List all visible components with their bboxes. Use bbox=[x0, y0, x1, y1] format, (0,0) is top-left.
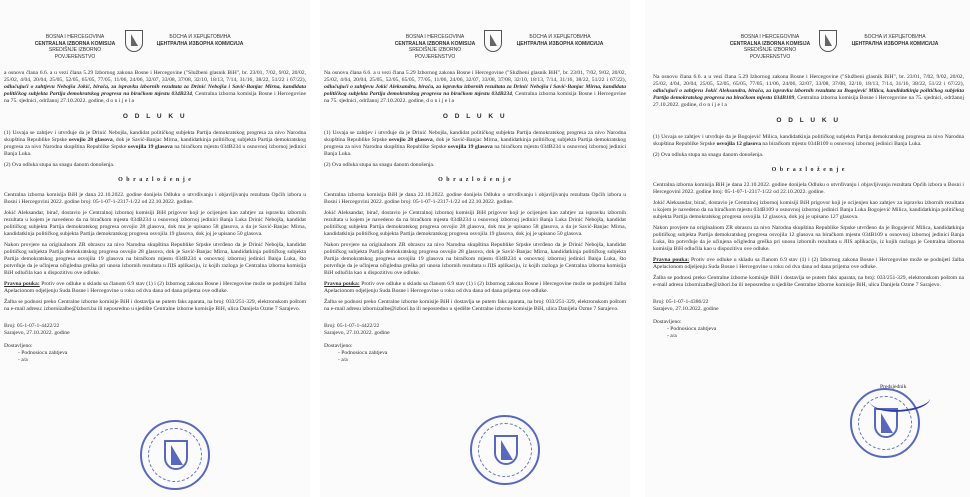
header-commission-cyrillic: ЦЕНТРАЛНА ИЗБОРНА КОМИСИЈА bbox=[851, 40, 939, 47]
intro-paragraph: a osnovu člana 6.6. a u vezi člana 5.29 Izbornog zakona Bosne i Hercegovine ("Službeni glasnik BiH", br. 23/01, 7/02, 9/02, 20/02, 25/02, 4/04, 20/04, 25/05, 52/05, 65/05, 77/05, 11/06, 24/06, 32/07, 33/08, 37/08, 32/10, 18/13, 7/14, 31/16, 38/22, 51/22 i 67/22), odlučujući o zahtjevu Nebojša Jokić, birača, za ispravku izbornih rezultata za Drinić Nebojša i Savić-Banjac Mirna, kandidata političkog subjekta Partija demokratskog progresa na biračkom mjestu 034B234, Centralna izborna komisija Bosne i Hercegovine na 75. sjednici, održanoj 27.10.2022. godine, d o n i j e l a bbox=[4, 70, 306, 104]
delivered-label: Dostavljeno: bbox=[324, 343, 353, 349]
delivered-label: Dostavljeno: bbox=[653, 319, 682, 325]
official-seal-icon bbox=[470, 415, 540, 485]
reasoning-paragraph-3: Nakon provjere na originalnom ZR obrascu za nivo Narodna skupština Republike Srpske utvrđeno da je Bogojević Milica, kandidatkinja političkog subjekta Partija demokratskog progresa osvojila 12 glasova na biračkom mjestu 034B109 u osnovnoj izbornoj jedinici Banja Luka, što potvrđuje da je učinjena očigledna greška pri unosu izbornih rezultata u JIIS aplikaciju, iz kojih razloga je Centralna izborna komisija BiH odlučila kao u dispozitivu ove odluke. bbox=[653, 225, 964, 252]
header-country: BOSNA I HERCEGOVINA bbox=[405, 34, 465, 40]
document-body bbox=[653, 74, 964, 340]
document-place-date: Sarajevo, 27.10.2022. godine bbox=[4, 330, 70, 336]
legal-notice: Pravna pouka: Protiv ove odluke u skladu sa članom 6.9 stav (1) i (2) Izbornog zakona Bosne i Hercegovine može se podnijeti žalba Apelacionom odjeljenju Suda Bosne i Hercegovine u roku od dva dana od dana prijema ove odluke. bbox=[653, 257, 964, 270]
document-number: Broj: 05-1-07-1-4422/22 bbox=[324, 323, 380, 329]
reasoning-paragraph-1: Centralna izborna komisija BiH je dana 22.10.2022. godine donijela Odluku o utvrđivanju i objavljivanju rezultata Općih izbora u Bosni i Hercegovini 2022. godine broj: 05-1-07-1-2317-1/22 od 22.10.2022. godine. bbox=[324, 192, 626, 205]
signature-label: Predsjednik bbox=[880, 384, 907, 390]
reasoning-title: O b r a z l o ž e n j e bbox=[771, 167, 846, 173]
reasoning-paragraph-2: Jokić Aleksandar, birač, dostavio je Centralnoj izbornoj komisiji BiH prigovor koji je ocijenjen kao zahtjev za ispravku izbornih rezultata u kojem je navedeno da na biračkom mjestu 034B234 u osnovnoj izbornoj jedinici Banja Luka Drinić Nebojša, kandidat političkog subjekta Partija demokratskog progresa osvojio 28 glasova, dok mu je upisano 58 glasova, a da je Savić-Banjac Mirna, kandidatkinja političkog subjekta Partija demokratskog progresa osvojila 19 glasova, dok joj je upisano 50 glasova. bbox=[4, 210, 306, 237]
decision-item-1: (1) Usvaja se zahtjev i utvrđuje da je Drinić Nebojša, kandidat političkog subjekta Partija demokratskog progresa za nivo Narodna skupština Republike Srpske osvojio 28 glasova, dok je Savić-Banjac Mirna, kandidatkinja političkog subjekta Partija demokratskog progresa za nivo Narodna skupština Republike Srpske osvojila 19 glasova na biračkom mjestu 034B234 u osnovnoj izbornoj jedinici Banja Luka. bbox=[4, 130, 306, 157]
reasoning-paragraph-3: Nakon provjere na originalnom ZR obrascu za nivo Narodna skupština Republike Srpske utvrđeno da je Drinić Nebojša, kandidat političkog subjekta Partija demokratskog progresa osvojio 28 glasova, dok je Savić-Banjac Mirna, kandidatkinja političkog subjekta Partija demokratskog progresa osvojila 19 glasova na biračkom mjestu 034B234 u osnovnoj izbornoj jedinici Banja Luka, što potvrđuje da je učinjena očigledna greška pri unosu izbornih rezultata u JIIS aplikaciju, iz kojih razloga je Centralna izborna komisija BiH odlučila kao u dispozitivu ove odluke. bbox=[4, 242, 306, 276]
recipient-2: - a/a bbox=[18, 357, 28, 363]
document-meta bbox=[653, 299, 964, 340]
document-place-date: Sarajevo, 27.10.2022. godine bbox=[653, 306, 719, 312]
decision-title: O D L U K U bbox=[122, 113, 188, 120]
coat-of-arms-icon bbox=[125, 30, 143, 52]
recipient-2: - a/a bbox=[338, 357, 348, 363]
document-header bbox=[0, 0, 310, 62]
document-header bbox=[320, 0, 630, 62]
header-country-cyrillic: БОСНА И ХЕРЦЕГОВИНА bbox=[529, 34, 591, 40]
reasoning-title: O b r a z l o ž e n j e bbox=[438, 177, 512, 183]
decision-title: O D L U K U bbox=[442, 113, 508, 120]
header-country: BOSNA I HERCEGOVINA bbox=[45, 34, 105, 40]
page-gap bbox=[630, 0, 645, 497]
header-commission: CENTRALNA IZBORNA KOMISIJA bbox=[729, 40, 811, 47]
legal-notice: Pravna pouka: Protiv ove odluke u skladu sa članom 6.9 stav (1) i (2) Izbornog zakona Bosne i Hercegovine može se podnijeti žalba Apelacionom odjeljenju Suda Bosne i Hercegovine u roku od dva dana od dana prijema ove odluke. bbox=[324, 281, 627, 294]
reasoning-paragraph-1: Centralna izborna komisija BiH je dana 22.10.2022. godine donijela Odluku o utvrđivanju i objavljivanju rezultata Općih izbora u Bosni i Hercegovini 2022. godine broj: 05-1-07-1-2317-1/22 od 22.10.2022. godine. bbox=[653, 182, 964, 195]
header-commission-cyrillic: ЦЕНТРАЛНА ИЗБОРНА КОМИСИЈА bbox=[156, 40, 244, 47]
appeal-instructions: Žalba se podnosi preko Centralne izborne komisije BiH i dostavlja se putem faks aparata, na broj: 033/251-329, elektronskom poštom na e-mail adresu: izbornizalbe@izbori.ba ili neposredno u sjedište Centralne izborne komisije BiH, ulica Danijela Ozme 7 Sarajevo. bbox=[4, 299, 306, 312]
header-commission-hr: SREDIŠNJE IZBORNO POVJERENSTVO bbox=[48, 47, 102, 60]
document-header bbox=[645, 0, 970, 62]
header-left bbox=[725, 34, 815, 60]
document-number: Broj: 05-1-07-1-4386/22 bbox=[653, 299, 709, 305]
recipient-2: - a/a bbox=[667, 333, 677, 339]
coat-of-arms-icon bbox=[484, 30, 502, 52]
header-commission-hr: SREDIŠNJE IZBORNO POVJERENSTVO bbox=[408, 47, 462, 60]
reasoning-paragraph-3: Nakon provjere na originalnom ZR obrascu za nivo Narodna skupština Republike Srpske utvrđeno da je Drinić Nebojša, kandidat političkog subjekta Partija demokratskog progresa osvojio 28 glasova, dok je Savić-Banjac Mirna, kandidatkinja političkog subjekta Partija demokratskog progresa osvojila 19 glasova na biračkom mjestu 034B234 u osnovnoj izbornoj jedinici Banja Luka, što potvrđuje da je učinjena očigledna greška pri unosu izbornih rezultata u JIIS aplikaciju, iz kojih razloga je Centralna izborna komisija BiH odlučila kao u dispozitivu ove odluke. bbox=[324, 242, 626, 276]
document-meta bbox=[4, 323, 306, 364]
decision-document-3 bbox=[645, 0, 970, 497]
header-right bbox=[510, 34, 610, 47]
reasoning-paragraph-1: Centralna izborna komisija BiH je dana 22.10.2022. godine donijela Odluku o utvrđivanju i objavljivanju rezultata Općih izbora u Bosni i Hercegovini 2022. godine broj: 05-1-07-1-2317-1/22 od 22.10.2022. godine. bbox=[4, 192, 306, 205]
document-place-date: Sarajevo, 27.10.2022. godine bbox=[324, 330, 390, 336]
coat-of-arms-icon bbox=[819, 30, 837, 52]
recipient-1: - Podnosiocu zahtjeva bbox=[338, 350, 388, 356]
delivered-label: Dostavljeno: bbox=[4, 343, 33, 349]
reasoning-paragraph-2: Jokić Aleksandar, birač, dostavio je Centralnoj izbornoj komisiji BiH prigovor koji je ocijenjen kao zahtjev za ispravku izbornih rezultata u kojem je navedeno da na biračkom mjestu 034B234 u osnovnoj izbornoj jedinici Banja Luka Drinić Nebojša, kandidat političkog subjekta Partija demokratskog progresa osvojio 28 glasova, dok mu je upisano 58 glasova, a da je Savić-Banjac Mirna, kandidatkinja političkog subjekta Partija demokratskog progresa osvojila 19 glasova, dok joj je upisano 50 glasova. bbox=[324, 210, 626, 237]
decision-item-1: (1) Usvaja se zahtjev i utvrđuje da je Drinić Nebojša, kandidat političkog subjekta Partija demokratskog progresa za nivo Narodna skupština Republike Srpske osvojio 28 glasova, dok je Savić-Banjac Mirna, kandidatkinja političkog subjekta Partija demokratskog progresa za nivo Narodna skupština Republike Srpske osvojila 19 glasova na biračkom mjestu 034B234 u osnovnoj izbornoj jedinici Banja Luka. bbox=[324, 130, 626, 157]
header-country-cyrillic: БОСНА И ХЕРЦЕГОВИНА bbox=[169, 34, 231, 40]
document-body bbox=[4, 70, 306, 364]
decision-item-1: (1) Usvaja se zahtjev i utvrđuje da je Bogojević Milica, kandidatkinja političkog subjekta Partija demokratskog progresa za nivo Narodna skupština Republike Srpske osvojila 12 glasova na biračkom mjestu 034B109 u osnovnoj izbornoj jedinici Banja Luka. bbox=[653, 134, 964, 147]
header-commission-cyrillic: ЦЕНТРАЛНА ИЗБОРНА КОМИСИЈА bbox=[516, 40, 604, 47]
decision-item-2: (2) Ova odluka stupa na snagu danom donošenja. bbox=[4, 162, 115, 168]
decision-item-2: (2) Ova odluka stupa na snagu danom donošenja. bbox=[653, 152, 764, 158]
header-right bbox=[845, 34, 945, 47]
decision-item-2: (2) Ova odluka stupa na snagu danom donošenja. bbox=[324, 162, 435, 168]
reasoning-title: O b r a z l o ž e n j e bbox=[118, 177, 192, 183]
header-country-cyrillic: БОСНА И ХЕРЦЕГОВИНА bbox=[864, 34, 926, 40]
header-left bbox=[390, 34, 480, 60]
decision-document-2 bbox=[320, 0, 630, 497]
appeal-instructions: Žalba se podnosi preko Centralne izborne komisije BiH i dostavlja se putem faks aparata, na broj: 033/251-329, elektronskom poštom na e-mail adresu izbornizalbe@izbori.ba ili neposredno u sjedište Centralne izborne komisije BiH, ulica Danijela Ozme 7 Sarajevo. bbox=[653, 275, 964, 288]
official-seal-icon bbox=[140, 420, 210, 490]
appeal-instructions: Žalba se podnosi preko Centralne izborne komisije BiH i dostavlja se putem faks aparata, na broj: 033/251-329, elektronskom poštom na e-mail adresu izbornizalbe@izbori.ba ili neposredno u sjedište Centralne izborne komisije BiH, ulica Danijela Ozme 7 Sarajevo. bbox=[324, 299, 626, 312]
header-right bbox=[150, 34, 250, 47]
document-meta bbox=[324, 323, 626, 364]
header-commission: CENTRALNA IZBORNA KOMISIJA bbox=[394, 40, 476, 47]
header-commission-hr: SREDIŠNJE IZBORNO POVJERENSTVO bbox=[743, 47, 797, 60]
header-commission: CENTRALNA IZBORNA KOMISIJA bbox=[34, 40, 116, 47]
page-gap bbox=[310, 0, 320, 497]
intro-paragraph: Na osnovu člana 6.6. a u vezi člana 5.29 Izbornog zakona Bosne i Hercegovine ("Službeni glasnik BiH", br. 23/01, 7/02, 9/02, 20/02, 25/02, 4/04, 20/04, 25/05, 52/05, 65/05, 77/05, 11/06, 24/06, 32/07, 33/08, 37/08, 32/10, 18/13, 7/14, 31/16, 38/22, 51/22 i 67/22), odlučujući o zahtjevu Jokić Aleksandra, birača, za ispravku izbornih rezultata za Drinić Nebojša i Savić-Banjac Mirna, kandidata političkog subjekta Partija demokratskog progresa na biračkom mjestu 034B234, Centralna izborna komisija Bosne i Hercegovine na 75. sjednici, održanoj 27.10.2022. godine, d o n i j e l a bbox=[324, 70, 626, 104]
document-number: Broj: 05-1-07-1-4422/22 bbox=[4, 323, 60, 329]
header-left bbox=[30, 34, 120, 60]
legal-notice: Pravna pouka: Protiv ove odluke u skladu sa članom 6.9 stav (1) i (2) Izbornog zakona Bosne i Hercegovine može se podnijeti žalba Apelacionom odjeljenju Suda Bosne i Hercegovine u roku od dva dana od dana prijema ove odluke. bbox=[4, 281, 307, 294]
recipient-1: - Podnosiocu zahtjeva bbox=[18, 350, 68, 356]
document-body bbox=[324, 70, 626, 364]
recipient-1: - Podnosiocu zahtjeva bbox=[667, 326, 717, 332]
decision-title: O D L U K U bbox=[776, 117, 841, 124]
intro-paragraph: Na osnovu člana 6.6. a u vezi člana 5.29 Izbornog zakona Bosne i Hercegovine ("Službeni glasnik BiH", br. 23/01, 7/02, 9/02, 20/02, 25/02, 4/04, 20/04, 25/05, 52/05, 65/05, 77/05, 11/06, 24/06, 32/07, 33/08, 37/08, 32/10, 18/13, 7/14, 31/16, 38/22, 51/22 i 67/22), odlučujući o zahtjevu Jokić Aleksandra, birača, za ispravku izbornih rezultata za Bogojević Milica, kandidatkinja političkog subjekta Partija demokratskog progresa na biračkom mjestu 034B109, Centralna izborna komisija Bosne i Hercegovine na 75. sjednici, održanoj 27.10.2022. godine, d o n i j e l a bbox=[653, 74, 965, 108]
reasoning-paragraph-2: Jokić Aleksandar, birač, dostavio je Centralnoj izbornoj komisiji BiH prigovor koji je ocijenjen kao zahtjev za ispravku izbornih rezultata u kojem je navedeno da na biračkom mjestu 034B109 u osnovnoj izbornoj jedinici Banja Luka Bogojević Milica, kandidatkinja političkog subjekta Partija demokratskog progresa osvojila 12 glasova, dok joj je upisano 127 glasova. bbox=[653, 200, 964, 220]
decision-document-1 bbox=[0, 0, 310, 497]
header-country: BOSNA I HERCEGOVINA bbox=[740, 34, 800, 40]
